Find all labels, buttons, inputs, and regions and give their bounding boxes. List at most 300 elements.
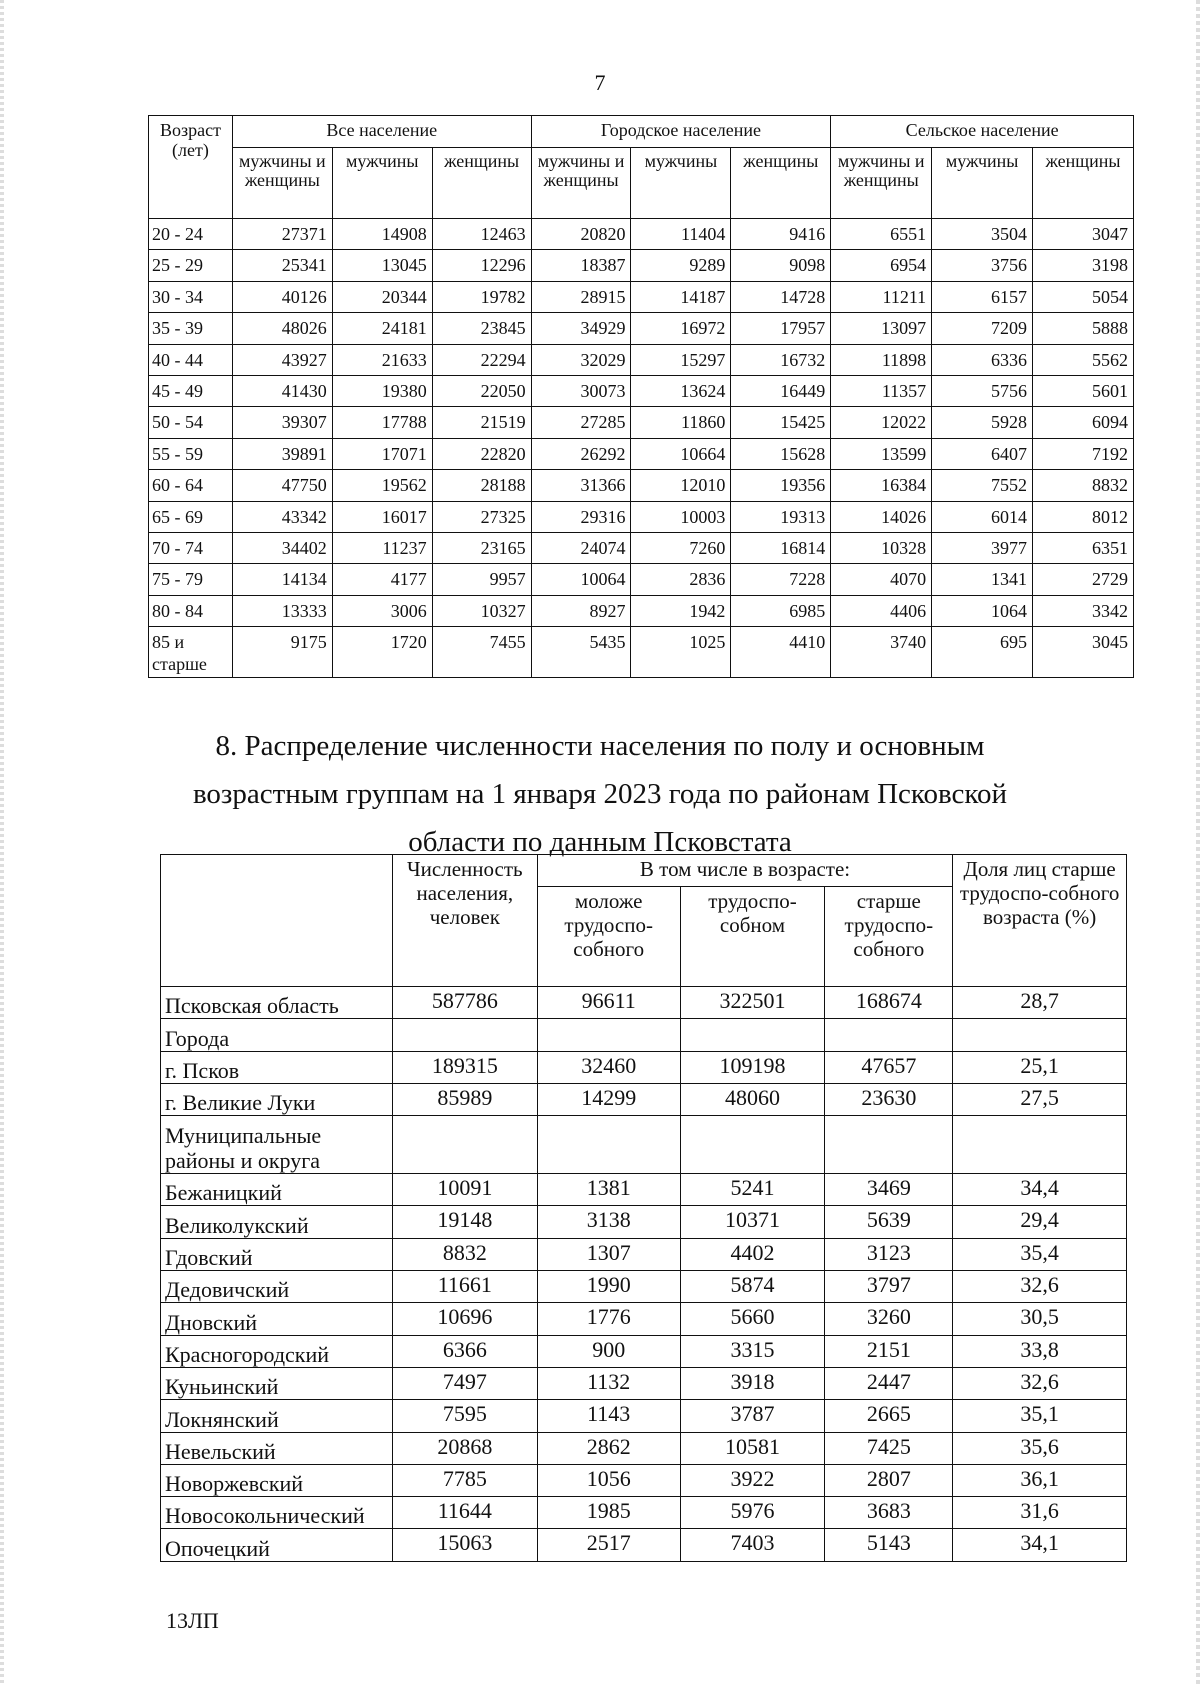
age-population-table — [148, 115, 1134, 678]
value-cell: 5143 — [825, 1529, 953, 1561]
value-cell: 9098 — [731, 250, 831, 281]
subheader-women: женщины — [1033, 148, 1134, 219]
value-cell: 35,6 — [953, 1432, 1127, 1464]
table-row — [149, 470, 1134, 501]
value-cell: 22050 — [432, 375, 531, 406]
table-row — [149, 375, 1134, 406]
age-cell: 70 - 74 — [149, 532, 233, 563]
value-cell: 4410 — [731, 627, 831, 678]
value-cell: 3315 — [680, 1335, 825, 1367]
value-cell: 19148 — [392, 1206, 537, 1238]
value-cell: 7552 — [932, 470, 1033, 501]
value-cell: 35,1 — [953, 1400, 1127, 1432]
value-cell: 7260 — [631, 532, 731, 563]
value-cell: 28188 — [432, 470, 531, 501]
value-cell — [825, 1019, 953, 1051]
value-cell: 6336 — [932, 344, 1033, 375]
value-cell: 19380 — [332, 375, 432, 406]
value-cell: 47657 — [825, 1051, 953, 1083]
value-cell: 3683 — [825, 1497, 953, 1529]
value-cell: 5976 — [680, 1497, 825, 1529]
value-cell: 10003 — [631, 501, 731, 532]
territory-cell: Новосокольнический — [161, 1497, 393, 1529]
value-cell: 16017 — [332, 501, 432, 532]
value-cell: 41430 — [232, 375, 332, 406]
value-cell: 11237 — [332, 532, 432, 563]
table-row — [149, 501, 1134, 532]
value-cell: 12010 — [631, 470, 731, 501]
subheader-women: женщины — [432, 148, 531, 219]
value-cell: 34,4 — [953, 1174, 1127, 1206]
value-cell: 31,6 — [953, 1497, 1127, 1529]
age-cell: 30 - 34 — [149, 281, 233, 312]
value-cell — [392, 1019, 537, 1051]
age-cell: 85 и старше — [149, 627, 233, 678]
value-cell: 3740 — [831, 627, 932, 678]
value-cell: 6157 — [932, 281, 1033, 312]
value-cell: 9416 — [731, 219, 831, 250]
value-cell: 96611 — [537, 987, 680, 1019]
value-cell: 20344 — [332, 281, 432, 312]
subheader-men: мужчины — [332, 148, 432, 219]
value-cell: 1341 — [932, 564, 1033, 595]
value-cell: 5639 — [825, 1206, 953, 1238]
value-cell: 1307 — [537, 1238, 680, 1270]
value-cell: 22820 — [432, 438, 531, 469]
territory-cell: Куньинский — [161, 1367, 393, 1399]
value-cell: 23630 — [825, 1083, 953, 1115]
table-row — [149, 344, 1134, 375]
value-cell: 10696 — [392, 1303, 537, 1335]
header-population: Численность населения, человек — [392, 855, 537, 987]
footer-code: 13ЛП — [166, 1608, 219, 1633]
table-row — [161, 987, 1127, 1019]
value-cell: 3918 — [680, 1367, 825, 1399]
territory-cell: Великолукский — [161, 1206, 393, 1238]
header-territory — [161, 855, 393, 987]
value-cell: 8927 — [531, 595, 631, 626]
value-cell: 12022 — [831, 407, 932, 438]
value-cell: 36,1 — [953, 1464, 1127, 1496]
value-cell: 34929 — [531, 313, 631, 344]
value-cell: 5241 — [680, 1174, 825, 1206]
value-cell: 43342 — [232, 501, 332, 532]
subheader-men: мужчины — [631, 148, 731, 219]
subheader-both: мужчины и женщины — [531, 148, 631, 219]
value-cell: 39307 — [232, 407, 332, 438]
page-number: 7 — [594, 70, 606, 95]
age-cell: 80 - 84 — [149, 595, 233, 626]
value-cell: 5874 — [680, 1271, 825, 1303]
value-cell: 25341 — [232, 250, 332, 281]
value-cell: 10581 — [680, 1432, 825, 1464]
value-cell — [392, 1116, 537, 1174]
value-cell: 168674 — [825, 987, 953, 1019]
value-cell: 7425 — [825, 1432, 953, 1464]
value-cell: 3260 — [825, 1303, 953, 1335]
value-cell: 39891 — [232, 438, 332, 469]
territory-cell: Псковская область — [161, 987, 393, 1019]
value-cell: 13624 — [631, 375, 731, 406]
table-row — [149, 627, 1134, 678]
table-row — [161, 1529, 1127, 1561]
district-population-table — [160, 854, 1127, 1562]
table-row — [161, 1271, 1127, 1303]
table-row — [161, 1432, 1127, 1464]
age-cell: 75 - 79 — [149, 564, 233, 595]
value-cell: 26292 — [531, 438, 631, 469]
value-cell: 2729 — [1033, 564, 1134, 595]
value-cell: 22294 — [432, 344, 531, 375]
age-cell: 60 - 64 — [149, 470, 233, 501]
value-cell: 3756 — [932, 250, 1033, 281]
territory-cell: Невельский — [161, 1432, 393, 1464]
territory-cell: Бежаницкий — [161, 1174, 393, 1206]
value-cell: 1064 — [932, 595, 1033, 626]
value-cell: 28915 — [531, 281, 631, 312]
value-cell — [680, 1116, 825, 1174]
value-cell: 587786 — [392, 987, 537, 1019]
value-cell: 7595 — [392, 1400, 537, 1432]
value-cell: 32,6 — [953, 1271, 1127, 1303]
value-cell: 24074 — [531, 532, 631, 563]
territory-cell: г. Великие Луки — [161, 1083, 393, 1115]
value-cell: 32460 — [537, 1051, 680, 1083]
value-cell: 14026 — [831, 501, 932, 532]
value-cell: 11898 — [831, 344, 932, 375]
table-row — [161, 1238, 1127, 1270]
value-cell: 1990 — [537, 1271, 680, 1303]
value-cell: 3123 — [825, 1238, 953, 1270]
value-cell: 9175 — [232, 627, 332, 678]
territory-cell: Опочецкий — [161, 1529, 393, 1561]
header-working: трудоспо-собном — [680, 887, 825, 987]
value-cell: 35,4 — [953, 1238, 1127, 1270]
value-cell: 13045 — [332, 250, 432, 281]
age-cell: 55 - 59 — [149, 438, 233, 469]
section-title: 8. Распределение численности населения по полу и основным возрастным группам на 1 января 2023 года по районам Псковской области по данным Псковстата — [192, 730, 1008, 858]
value-cell: 2665 — [825, 1400, 953, 1432]
value-cell: 3047 — [1033, 219, 1134, 250]
territory-cell: Новоржевский — [161, 1464, 393, 1496]
age-cell: 25 - 29 — [149, 250, 233, 281]
value-cell: 3797 — [825, 1271, 953, 1303]
value-cell: 6407 — [932, 438, 1033, 469]
value-cell: 32029 — [531, 344, 631, 375]
table-row — [161, 1303, 1127, 1335]
scan-edge-right — [1196, 0, 1200, 1686]
value-cell: 30073 — [531, 375, 631, 406]
table-row — [161, 1335, 1127, 1367]
value-cell: 13599 — [831, 438, 932, 469]
table-row — [161, 1116, 1127, 1174]
value-cell — [953, 1116, 1127, 1174]
value-cell: 14299 — [537, 1083, 680, 1115]
value-cell: 47750 — [232, 470, 332, 501]
header-group-all: Все население — [232, 116, 531, 148]
table-row — [161, 1367, 1127, 1399]
value-cell: 3198 — [1033, 250, 1134, 281]
value-cell: 40126 — [232, 281, 332, 312]
value-cell: 16732 — [731, 344, 831, 375]
value-cell: 15628 — [731, 438, 831, 469]
value-cell: 10091 — [392, 1174, 537, 1206]
value-cell: 6366 — [392, 1335, 537, 1367]
value-cell: 2862 — [537, 1432, 680, 1464]
value-cell: 6014 — [932, 501, 1033, 532]
age-cell: 65 - 69 — [149, 501, 233, 532]
value-cell: 322501 — [680, 987, 825, 1019]
value-cell: 18387 — [531, 250, 631, 281]
value-cell: 28,7 — [953, 987, 1127, 1019]
value-cell: 13097 — [831, 313, 932, 344]
value-cell: 16814 — [731, 532, 831, 563]
value-cell: 9957 — [432, 564, 531, 595]
table-row — [149, 407, 1134, 438]
value-cell: 11860 — [631, 407, 731, 438]
value-cell: 17788 — [332, 407, 432, 438]
value-cell: 109198 — [680, 1051, 825, 1083]
value-cell: 7497 — [392, 1367, 537, 1399]
value-cell: 20820 — [531, 219, 631, 250]
value-cell: 2807 — [825, 1464, 953, 1496]
value-cell: 6954 — [831, 250, 932, 281]
value-cell: 31366 — [531, 470, 631, 501]
value-cell: 10371 — [680, 1206, 825, 1238]
value-cell: 7785 — [392, 1464, 537, 1496]
value-cell: 10327 — [432, 595, 531, 626]
table-row — [161, 1019, 1127, 1051]
value-cell: 21519 — [432, 407, 531, 438]
age-cell: 45 - 49 — [149, 375, 233, 406]
value-cell: 48060 — [680, 1083, 825, 1115]
value-cell: 3342 — [1033, 595, 1134, 626]
value-cell: 14134 — [232, 564, 332, 595]
header-age: Возраст (лет) — [149, 116, 233, 219]
value-cell: 8832 — [1033, 470, 1134, 501]
value-cell: 27,5 — [953, 1083, 1127, 1115]
value-cell: 11661 — [392, 1271, 537, 1303]
value-cell: 16972 — [631, 313, 731, 344]
value-cell — [953, 1019, 1127, 1051]
header-younger: моложе трудоспо-собного — [537, 887, 680, 987]
value-cell: 9289 — [631, 250, 731, 281]
value-cell: 5601 — [1033, 375, 1134, 406]
value-cell: 7192 — [1033, 438, 1134, 469]
value-cell: 1025 — [631, 627, 731, 678]
table-row — [161, 1206, 1127, 1238]
table-row — [161, 1497, 1127, 1529]
value-cell: 11404 — [631, 219, 731, 250]
value-cell: 10328 — [831, 532, 932, 563]
value-cell: 1143 — [537, 1400, 680, 1432]
value-cell: 1776 — [537, 1303, 680, 1335]
table-row — [149, 281, 1134, 312]
value-cell: 11357 — [831, 375, 932, 406]
value-cell: 14728 — [731, 281, 831, 312]
value-cell: 33,8 — [953, 1335, 1127, 1367]
value-cell: 43927 — [232, 344, 332, 375]
value-cell: 10664 — [631, 438, 731, 469]
value-cell: 2517 — [537, 1529, 680, 1561]
header-group-rural: Сельское население — [831, 116, 1134, 148]
value-cell: 4070 — [831, 564, 932, 595]
value-cell: 13333 — [232, 595, 332, 626]
value-cell: 15297 — [631, 344, 731, 375]
value-cell: 695 — [932, 627, 1033, 678]
value-cell — [537, 1019, 680, 1051]
value-cell: 15063 — [392, 1529, 537, 1561]
value-cell: 7209 — [932, 313, 1033, 344]
value-cell: 19782 — [432, 281, 531, 312]
value-cell: 16384 — [831, 470, 932, 501]
value-cell: 11644 — [392, 1497, 537, 1529]
value-cell: 7228 — [731, 564, 831, 595]
value-cell — [825, 1116, 953, 1174]
value-cell — [537, 1116, 680, 1174]
table-row — [149, 219, 1134, 250]
value-cell: 3045 — [1033, 627, 1134, 678]
value-cell: 1942 — [631, 595, 731, 626]
value-cell: 20868 — [392, 1432, 537, 1464]
value-cell: 4177 — [332, 564, 432, 595]
value-cell: 30,5 — [953, 1303, 1127, 1335]
value-cell: 48026 — [232, 313, 332, 344]
territory-cell: Муниципальные районы и округа — [161, 1116, 393, 1174]
value-cell: 6551 — [831, 219, 932, 250]
value-cell: 5054 — [1033, 281, 1134, 312]
value-cell: 5928 — [932, 407, 1033, 438]
header-older: старше трудоспо-собного — [825, 887, 953, 987]
age-cell: 20 - 24 — [149, 219, 233, 250]
value-cell: 2447 — [825, 1367, 953, 1399]
value-cell: 5562 — [1033, 344, 1134, 375]
table-row — [161, 1051, 1127, 1083]
value-cell: 2836 — [631, 564, 731, 595]
value-cell: 3006 — [332, 595, 432, 626]
value-cell: 5435 — [531, 627, 631, 678]
table-row — [149, 250, 1134, 281]
value-cell: 2151 — [825, 1335, 953, 1367]
value-cell: 14908 — [332, 219, 432, 250]
territory-cell: Города — [161, 1019, 393, 1051]
value-cell: 8012 — [1033, 501, 1134, 532]
subheader-both: мужчины и женщины — [232, 148, 332, 219]
table-row — [161, 1464, 1127, 1496]
value-cell: 17957 — [731, 313, 831, 344]
territory-cell: Дновский — [161, 1303, 393, 1335]
value-cell: 1720 — [332, 627, 432, 678]
scan-edge-left — [0, 0, 4, 1686]
age-cell: 50 - 54 — [149, 407, 233, 438]
value-cell: 27285 — [531, 407, 631, 438]
value-cell: 24181 — [332, 313, 432, 344]
value-cell: 3922 — [680, 1464, 825, 1496]
subheader-both: мужчины и женщины — [831, 148, 932, 219]
value-cell: 12296 — [432, 250, 531, 281]
value-cell: 4402 — [680, 1238, 825, 1270]
value-cell: 29316 — [531, 501, 631, 532]
value-cell: 17071 — [332, 438, 432, 469]
value-cell: 14187 — [631, 281, 731, 312]
table-row — [161, 1174, 1127, 1206]
value-cell: 16449 — [731, 375, 831, 406]
value-cell: 1985 — [537, 1497, 680, 1529]
value-cell: 189315 — [392, 1051, 537, 1083]
value-cell: 5888 — [1033, 313, 1134, 344]
value-cell: 1132 — [537, 1367, 680, 1399]
territory-cell: Красногородский — [161, 1335, 393, 1367]
value-cell: 34,1 — [953, 1529, 1127, 1561]
age-cell: 35 - 39 — [149, 313, 233, 344]
value-cell: 5660 — [680, 1303, 825, 1335]
table-row — [161, 1400, 1127, 1432]
value-cell: 23845 — [432, 313, 531, 344]
value-cell: 19562 — [332, 470, 432, 501]
value-cell: 7455 — [432, 627, 531, 678]
subheader-men: мужчины — [932, 148, 1033, 219]
value-cell: 6985 — [731, 595, 831, 626]
table-row — [149, 595, 1134, 626]
value-cell: 11211 — [831, 281, 932, 312]
value-cell: 8832 — [392, 1238, 537, 1270]
value-cell: 19356 — [731, 470, 831, 501]
table-row — [149, 564, 1134, 595]
table-row — [149, 532, 1134, 563]
value-cell: 900 — [537, 1335, 680, 1367]
value-cell: 3977 — [932, 532, 1033, 563]
table-row — [149, 438, 1134, 469]
value-cell: 15425 — [731, 407, 831, 438]
header-elderly-share: Доля лиц старше трудоспо-собного возраста (%) — [953, 855, 1127, 987]
value-cell: 27371 — [232, 219, 332, 250]
value-cell: 32,6 — [953, 1367, 1127, 1399]
value-cell: 4406 — [831, 595, 932, 626]
territory-cell: Гдовский — [161, 1238, 393, 1270]
value-cell: 3138 — [537, 1206, 680, 1238]
value-cell: 12463 — [432, 219, 531, 250]
value-cell: 27325 — [432, 501, 531, 532]
value-cell: 34402 — [232, 532, 332, 563]
value-cell: 19313 — [731, 501, 831, 532]
value-cell — [680, 1019, 825, 1051]
territory-cell: г. Псков — [161, 1051, 393, 1083]
header-age-group: В том числе в возрасте: — [537, 855, 952, 887]
header-group-urban: Городское население — [531, 116, 831, 148]
value-cell: 1381 — [537, 1174, 680, 1206]
value-cell: 6351 — [1033, 532, 1134, 563]
subheader-women: женщины — [731, 148, 831, 219]
value-cell: 25,1 — [953, 1051, 1127, 1083]
value-cell: 5756 — [932, 375, 1033, 406]
value-cell: 7403 — [680, 1529, 825, 1561]
value-cell: 10064 — [531, 564, 631, 595]
territory-cell: Локнянский — [161, 1400, 393, 1432]
value-cell: 3787 — [680, 1400, 825, 1432]
value-cell: 3504 — [932, 219, 1033, 250]
value-cell: 29,4 — [953, 1206, 1127, 1238]
table-row — [149, 313, 1134, 344]
value-cell: 6094 — [1033, 407, 1134, 438]
territory-cell: Дедовичский — [161, 1271, 393, 1303]
table-row — [161, 1083, 1127, 1115]
age-cell: 40 - 44 — [149, 344, 233, 375]
value-cell: 23165 — [432, 532, 531, 563]
value-cell: 3469 — [825, 1174, 953, 1206]
value-cell: 85989 — [392, 1083, 537, 1115]
value-cell: 1056 — [537, 1464, 680, 1496]
value-cell: 21633 — [332, 344, 432, 375]
